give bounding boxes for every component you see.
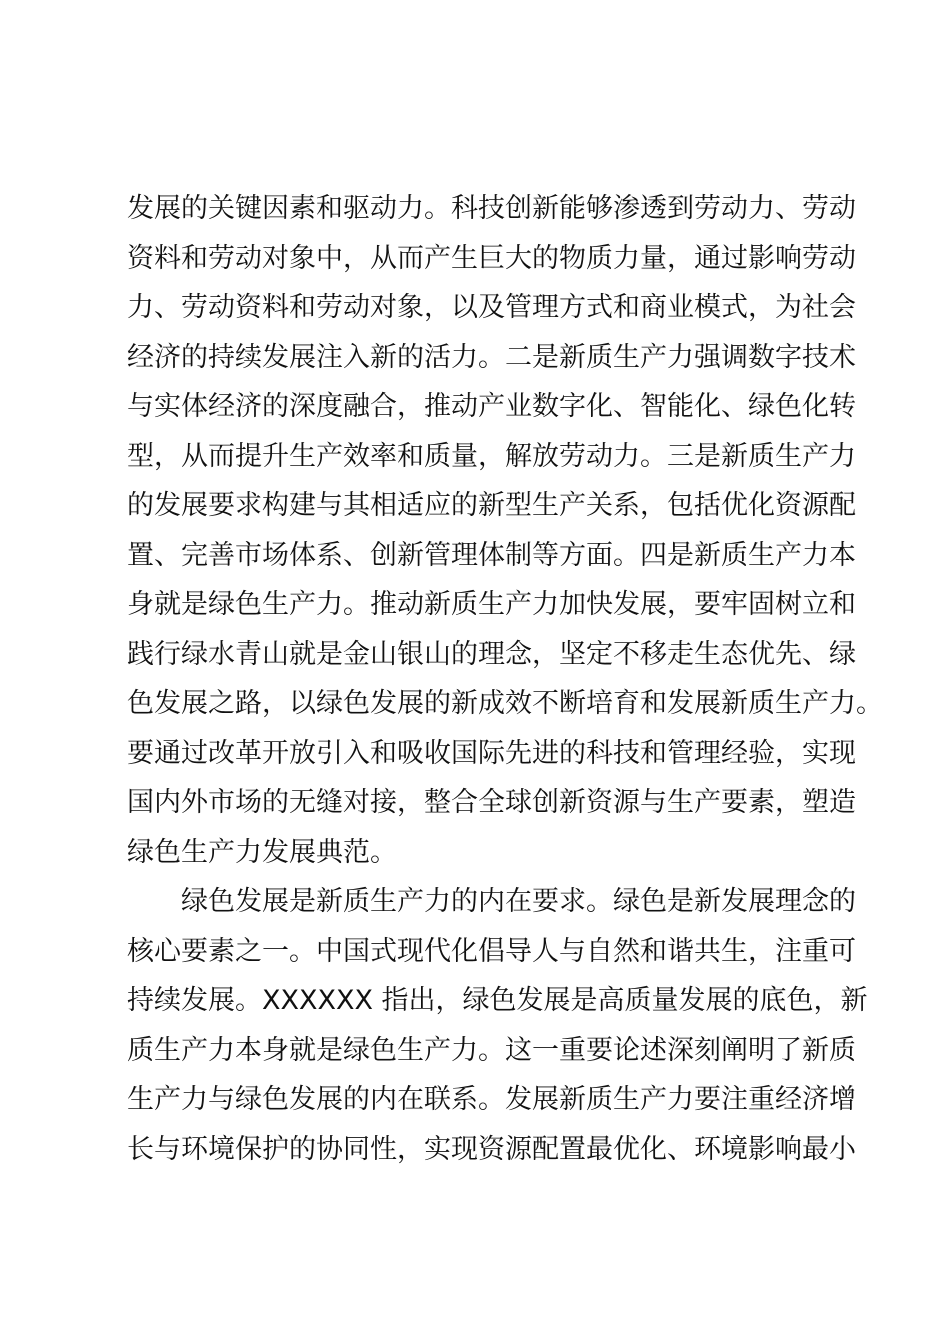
text-line: 生产力与绿色发展的内在联系。发展新质生产力要注重经济增	[127, 1084, 856, 1115]
text-line: 质生产力本身就是绿色生产力。这一重要论述深刻阐明了新质	[127, 1034, 856, 1066]
text-line: 的发展要求构建与其相适应的新型生产关系，包括优化资源配	[127, 490, 856, 521]
text-line: 践行绿水青山就是金山银山的理念，坚定不移走生态优先、绿	[127, 638, 856, 670]
text-line: 身就是绿色生产力。推动新质生产力加快发展，要牢固树立和	[127, 589, 856, 620]
text-line: 型，从而提升生产效率和质量，解放劳动力。三是新质生产力	[127, 440, 856, 472]
text-line: 发展的关键因素和驱动力。科技创新能够渗透到劳动力、劳动	[127, 193, 856, 224]
paragraph-first-line: 绿色发展是新质生产力的内在要求。绿色是新发展理念的	[181, 886, 856, 917]
text-line: 长与环境保护的协同性，实现资源配置最优化、环境影响最小	[127, 1133, 856, 1165]
body-text	[127, 184, 883, 1174]
text-line: 持续发展。XXXXXX 指出，绿色发展是高质量发展的底色，新	[127, 985, 868, 1016]
text-line: 与实体经济的深度融合，推动产业数字化、智能化、绿色化转	[127, 391, 856, 422]
text-line: 置、完善市场体系、创新管理体制等方面。四是新质生产力本	[127, 539, 856, 571]
text-line: 要通过改革开放引入和吸收国际先进的科技和管理经验，实现	[127, 737, 856, 769]
text-line: 绿色生产力发展典范。	[127, 836, 397, 868]
text-line: 国内外市场的无缝对接，整合全球创新资源与生产要素，塑造	[127, 787, 856, 818]
text-line: 资料和劳动对象中，从而产生巨大的物质力量，通过影响劳动	[127, 242, 856, 274]
text-line: 力、劳动资料和劳动对象，以及管理方式和商业模式，为社会	[127, 292, 856, 323]
text-line: 经济的持续发展注入新的活力。二是新质生产力强调数字技术	[127, 341, 856, 373]
text-line: 核心要素之一。中国式现代化倡导人与自然和谐共生，注重可	[127, 935, 856, 967]
text-line: 色发展之路，以绿色发展的新成效不断培育和发展新质生产力。	[127, 688, 883, 719]
